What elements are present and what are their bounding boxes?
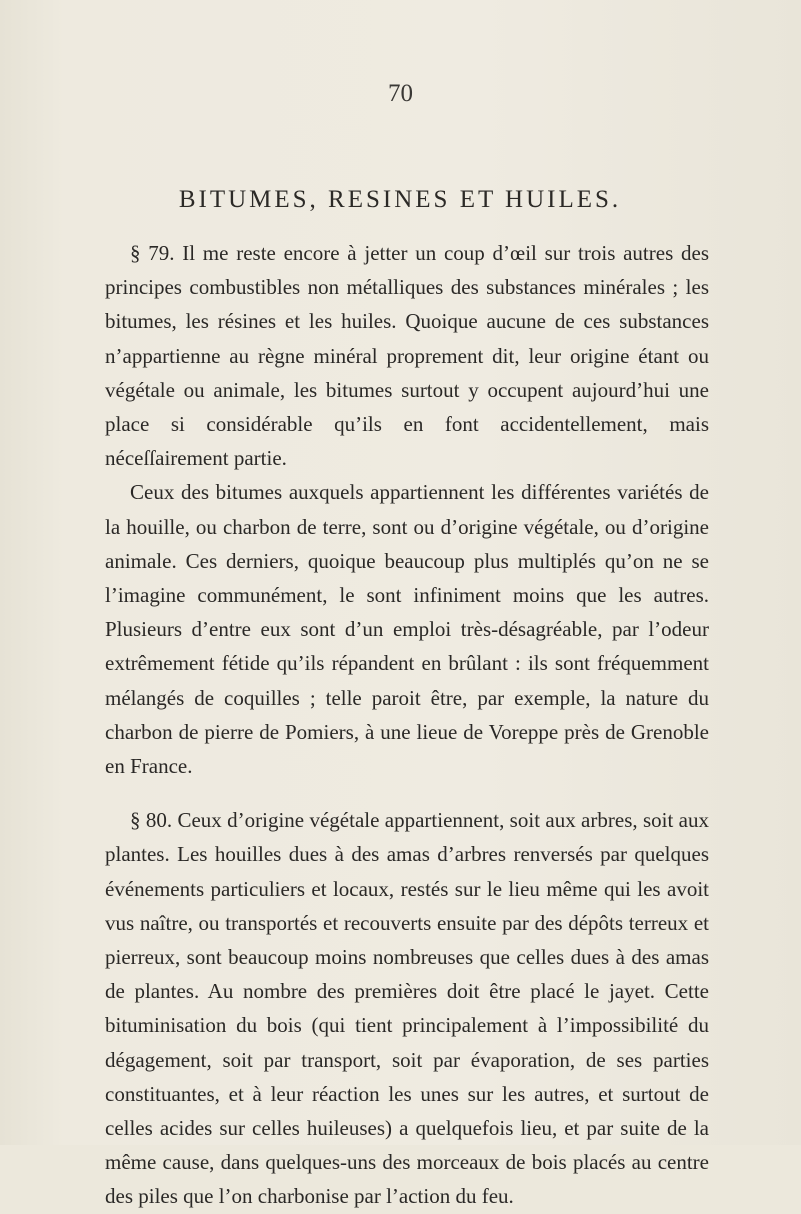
paragraph-80: § 80. Ceux d’origine végétale appartiennent, soit aux arbres, soit aux plantes. Les houilles dues à des amas d’arbres renversés par quelques événements particuliers et locaux, restés sur le lieu même qui les avoit vus naître, ou transportés et recouverts ensuite par des dépôts terreux et pierreux, sont beaucoup moins nombreuses que celles dues à des amas de plantes. Au nombre des premières doit être placé le jayet. Cette bituminisation du bois (qui tient principalement à l’impossibilité du dégagement, soit par transport, soit par évaporation, de ses parties constituantes, et à leur réaction les unes sur les autres, et surtout de celles acides sur celles huileuses) a quelquefois lieu, et par suite de la même cause, dans quelques-uns des morceaux de bois placés au centre des piles que l’on charbonise par l’action du feu. <box>105 808 709 1209</box>
paragraph-79: § 79. Il me reste encore à jetter un coup d’œil sur trois autres des principes combustibles non métalliques des substances minérales ; les bitumes, les résines et les huiles. Quoique aucune de ces substances n’appartienne au règne minéral proprement dit, leur origine étant ou végétale ou animale, les bitumes surtout y occupent aujourd’hui une place si considérable qu’ils en font accidentellement, mais néceſſairement partie. <box>105 241 709 471</box>
body-text <box>105 236 709 1214</box>
section-title: BITUMES, RESINES ET HUILES. <box>178 186 622 213</box>
page-number: 70 <box>388 80 413 107</box>
paragraph-79-continued: Ceux des bitumes auxquels appartiennent les différentes variétés de la houille, ou charbon de terre, sont ou d’origine végétale, ou d’origine animale. Ces derniers, quoique beaucoup plus multiplés qu’on ne se l’imagine communément, le sont infiniment moins que les autres. Plusieurs d’entre eux sont d’un emploi très-désagréable, par l’odeur extrêmement fétide qu’ils répandent en brûlant : ils sont fréquemment mélangés de coquilles ; telle paroit être, par exemple, la nature du charbon de pierre de Pomiers, à une lieue de Voreppe près de Grenoble en France. <box>105 480 709 779</box>
